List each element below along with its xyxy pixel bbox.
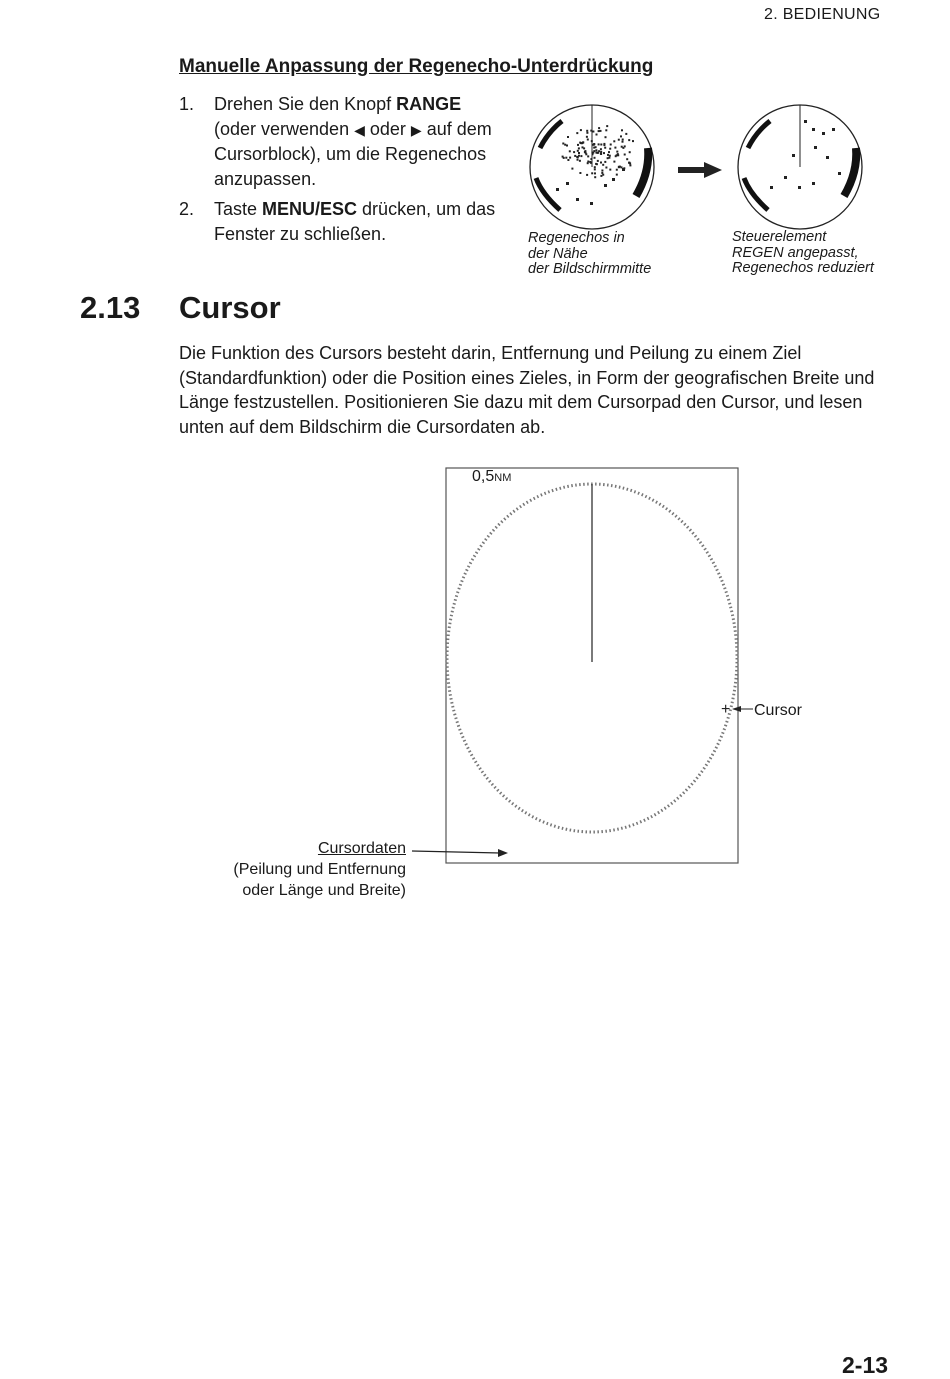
step-text: Taste MENU/ESC drücken, um das Fenster zu schließen. (214, 199, 496, 244)
chapter-header: 2. BEDIENUNG (764, 6, 881, 23)
step-number: 1. (179, 94, 195, 114)
radar-before-icon (530, 105, 654, 229)
cursordata-label: Cursordaten (Peilung und Entfernung oder Länge und Breite) (140, 838, 406, 901)
range-key: RANGE (396, 94, 462, 114)
section-title: Cursor (179, 290, 281, 325)
right-arrow-icon (678, 162, 722, 178)
section-number: 2.13 (80, 290, 141, 325)
page-number: 2-13 (842, 1352, 889, 1378)
range-label: 0,5NM (472, 468, 512, 485)
caption-before: Regenechos in der Nähe der Bildschirmmitte (528, 230, 652, 277)
cursor-label: Cursor (754, 702, 803, 719)
caption-after: Steuerelement REGEN angepasst, Regenechos reduziert (732, 229, 874, 276)
right-triangle-icon: ▶ (410, 121, 422, 138)
cursordata-leader (412, 851, 500, 853)
section-body: Die Funktion des Cursors besteht darin, Entfernung und Peilung zu einem Ziel (Standardfunktion) oder die Position eines Zieles, in Form der geografischen Breite und Länge festzustellen. Positionieren Sie dazu mit dem Cursorpad den Cursor, und lesen unten auf dem Bildschirm die Cursordaten ab. (179, 343, 875, 437)
menu-esc-key: MENU/ESC (262, 199, 358, 219)
subsection-title: Manuelle Anpassung der Regenecho-Unterdrückung (179, 56, 654, 77)
radar-screen (412, 468, 753, 863)
cursordata-title: Cursordaten (317, 840, 406, 857)
left-triangle-icon: ◀ (354, 121, 365, 138)
radar-after-icon (738, 105, 862, 229)
step-text: Drehen Sie den Knopf RANGE (oder verwenden ◀ oder ▶ auf dem Cursorblock), um die Regenechos anzupassen. (214, 94, 492, 189)
step-number: 2. (179, 199, 195, 219)
cursor-cross-icon: + (721, 701, 731, 718)
